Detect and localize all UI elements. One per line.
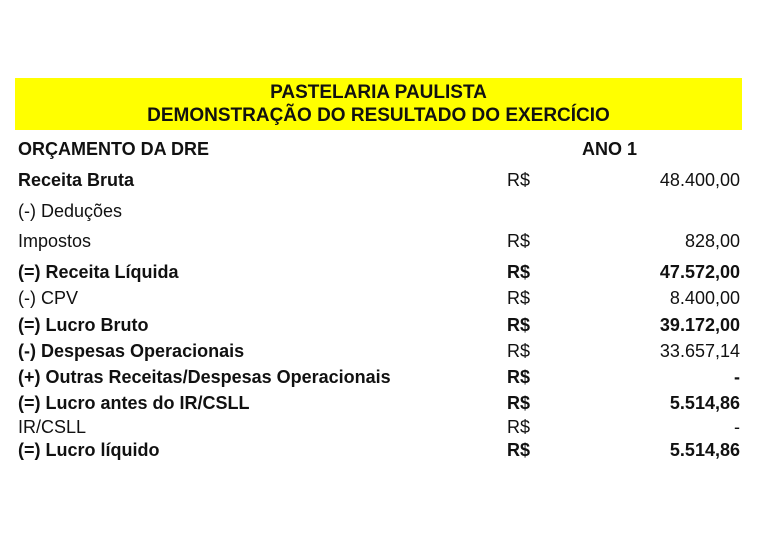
row-label: Receita Bruta (18, 170, 135, 190)
row-label: (+) Outras Receitas/Despesas Operacionais (18, 367, 391, 387)
period-label: ANO 1 (582, 139, 638, 159)
row-cpv (0, 285, 768, 311)
row-despesas-operacionais (0, 338, 768, 364)
row-value: 47.572,00 (659, 262, 740, 282)
row-value: 828,00 (684, 231, 740, 251)
row-currency: R$ (507, 170, 531, 190)
row-receita-bruta (0, 167, 768, 193)
row-currency: R$ (507, 288, 531, 308)
row-receita-liquida (0, 259, 768, 285)
row-lucro-bruto (0, 312, 768, 338)
row-label: Impostos (18, 231, 92, 251)
row-value: 39.172,00 (659, 315, 740, 335)
row-label: (=) Receita Líquida (18, 262, 179, 282)
report-title: DEMONSTRAÇÃO DO RESULTADO DO EXERCÍCIO (147, 105, 610, 126)
row-label: (=) Lucro Bruto (18, 315, 149, 335)
row-value: - (734, 417, 740, 437)
row-label: IR/CSLL (18, 417, 87, 437)
row-value: - (734, 367, 740, 387)
row-label: (-) Despesas Operacionais (18, 341, 245, 361)
row-impostos (0, 228, 768, 254)
row-label: (=) Lucro líquido (18, 440, 160, 460)
row-currency: R$ (507, 262, 531, 282)
row-currency: R$ (507, 341, 531, 361)
row-currency: R$ (507, 367, 531, 387)
section-label: ORÇAMENTO DA DRE (18, 139, 210, 159)
title-banner (15, 78, 742, 130)
row-currency: R$ (507, 393, 531, 413)
row-value: 48.400,00 (659, 170, 740, 190)
row-currency: R$ (507, 231, 531, 251)
row-label: (-) CPV (18, 288, 78, 308)
row-value: 8.400,00 (669, 288, 740, 308)
row-currency: R$ (507, 440, 531, 460)
row-outras-receitas (0, 364, 768, 390)
row-lucro-liquido (0, 437, 768, 463)
row-currency: R$ (507, 417, 531, 437)
row-value: 5.514,86 (669, 393, 740, 413)
header-row (0, 136, 768, 162)
row-lucro-antes-ir (0, 390, 768, 416)
row-deducoes (0, 198, 768, 224)
row-value: 33.657,14 (659, 341, 740, 361)
company-name: PASTELARIA PAULISTA (270, 82, 487, 103)
row-label: (-) Deduções (18, 201, 123, 221)
row-currency: R$ (507, 315, 531, 335)
row-value: 5.514,86 (669, 440, 740, 460)
row-label: (=) Lucro antes do IR/CSLL (18, 393, 250, 413)
